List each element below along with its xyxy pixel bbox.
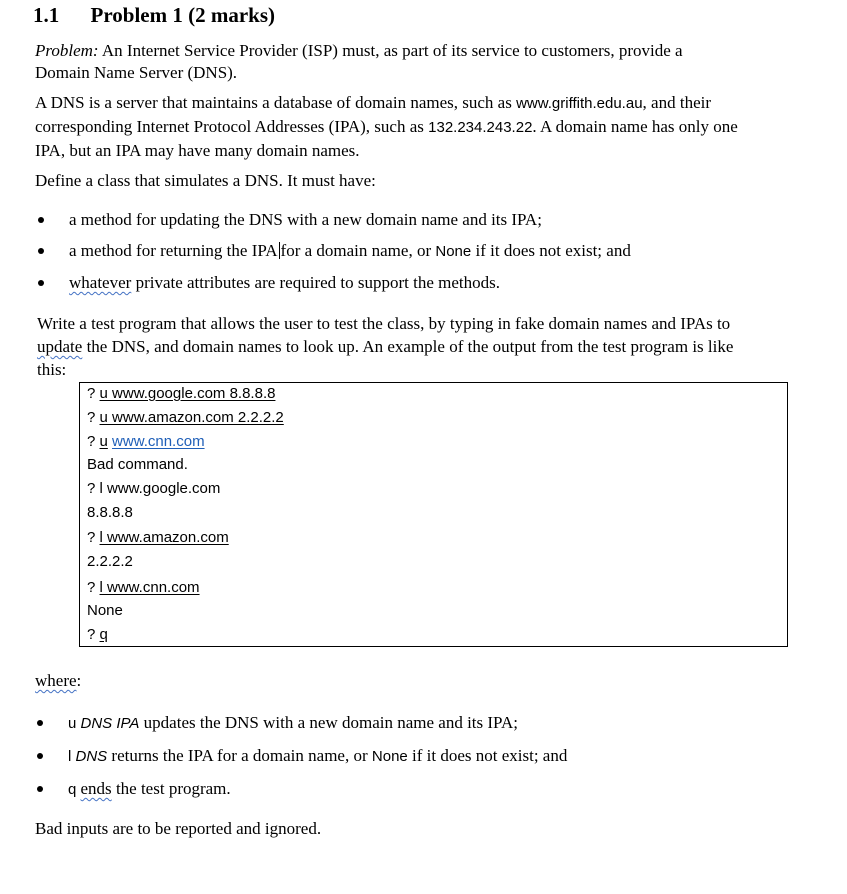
bullet-icon [37, 753, 43, 759]
console-line: ? u www.cnn.com [87, 433, 205, 450]
console-line: 2.2.2.2 [87, 553, 133, 570]
bullet-icon [37, 720, 43, 726]
text-cursor [279, 242, 280, 259]
problem-label: Problem: [35, 41, 99, 60]
console-line: ? q [87, 626, 108, 643]
command-quit: q ends the test program. [68, 779, 231, 798]
spellcheck-word: where [35, 671, 77, 690]
requirement-private-attributes: whatever private attributes are required to support the methods. [69, 273, 501, 292]
console-line: ? l www.amazon.com [87, 529, 229, 546]
example-ipa: 132.234.243.22 [428, 119, 533, 136]
test-program-line3: this: [37, 360, 67, 379]
bullet-icon [38, 248, 44, 254]
description-line2: corresponding Internet Protocol Addresses (IPA), such as 132.234.243.22. A domain name has only one [35, 117, 738, 136]
define-class-text: Define a class that simulates a DNS. It must have: [35, 171, 376, 190]
example-domain: www.griffith.edu.au [516, 95, 643, 112]
section-heading [33, 3, 275, 28]
console-line: 8.8.8.8 [87, 504, 133, 521]
console-line: ? u www.google.com 8.8.8.8 [87, 385, 276, 402]
none-keyword: None [435, 243, 472, 260]
test-program-line1: Write a test program that allows the user to test the class, by typing in fake domain names and IPAs to [37, 314, 731, 333]
requirement-lookup-method: a method for returning the IPA for a domain name, or None if it does not exist; and [69, 241, 631, 260]
spellcheck-word: ends [80, 779, 112, 798]
description-line3: IPA, but an IPA may have many domain names. [35, 141, 360, 160]
footer-note: Bad inputs are to be reported and ignored. [35, 819, 322, 838]
requirement-update-method: a method for updating the DNS with a new domain name and its IPA; [69, 210, 542, 229]
bullet-icon [37, 786, 43, 792]
bullet-icon [38, 280, 44, 286]
bullet-icon [38, 217, 44, 223]
where-label: where: [35, 671, 82, 690]
description-line1: A DNS is a server that maintains a database of domain names, such as www.griffith.edu.au, and their [35, 93, 711, 112]
command-update: u DNS IPA updates the DNS with a new domain name and its IPA; [68, 713, 518, 732]
problem-intro-line2: Domain Name Server (DNS). [35, 63, 238, 82]
console-line: None [87, 602, 123, 619]
section-title: Problem 1 (2 marks) [90, 3, 275, 27]
console-line: ? l www.google.com [87, 480, 221, 497]
command-lookup: l DNS returns the IPA for a domain name, or None if it does not exist; and [68, 746, 568, 765]
hyperlink[interactable]: www.cnn.com [112, 433, 205, 450]
spellcheck-word: whatever [69, 273, 132, 292]
spellcheck-word: update [37, 337, 83, 356]
console-line: Bad command. [87, 456, 188, 473]
section-number: 1.1 [33, 3, 60, 27]
problem-intro-line1: Problem: An Internet Service Provider (ISP) must, as part of its service to customers, provide a [35, 41, 683, 60]
console-line: ? u www.amazon.com 2.2.2.2 [87, 409, 284, 426]
test-program-line2: update the DNS, and domain names to look up. An example of the output from the test program is like [37, 337, 734, 356]
console-line: ? l www.cnn.com [87, 579, 200, 596]
